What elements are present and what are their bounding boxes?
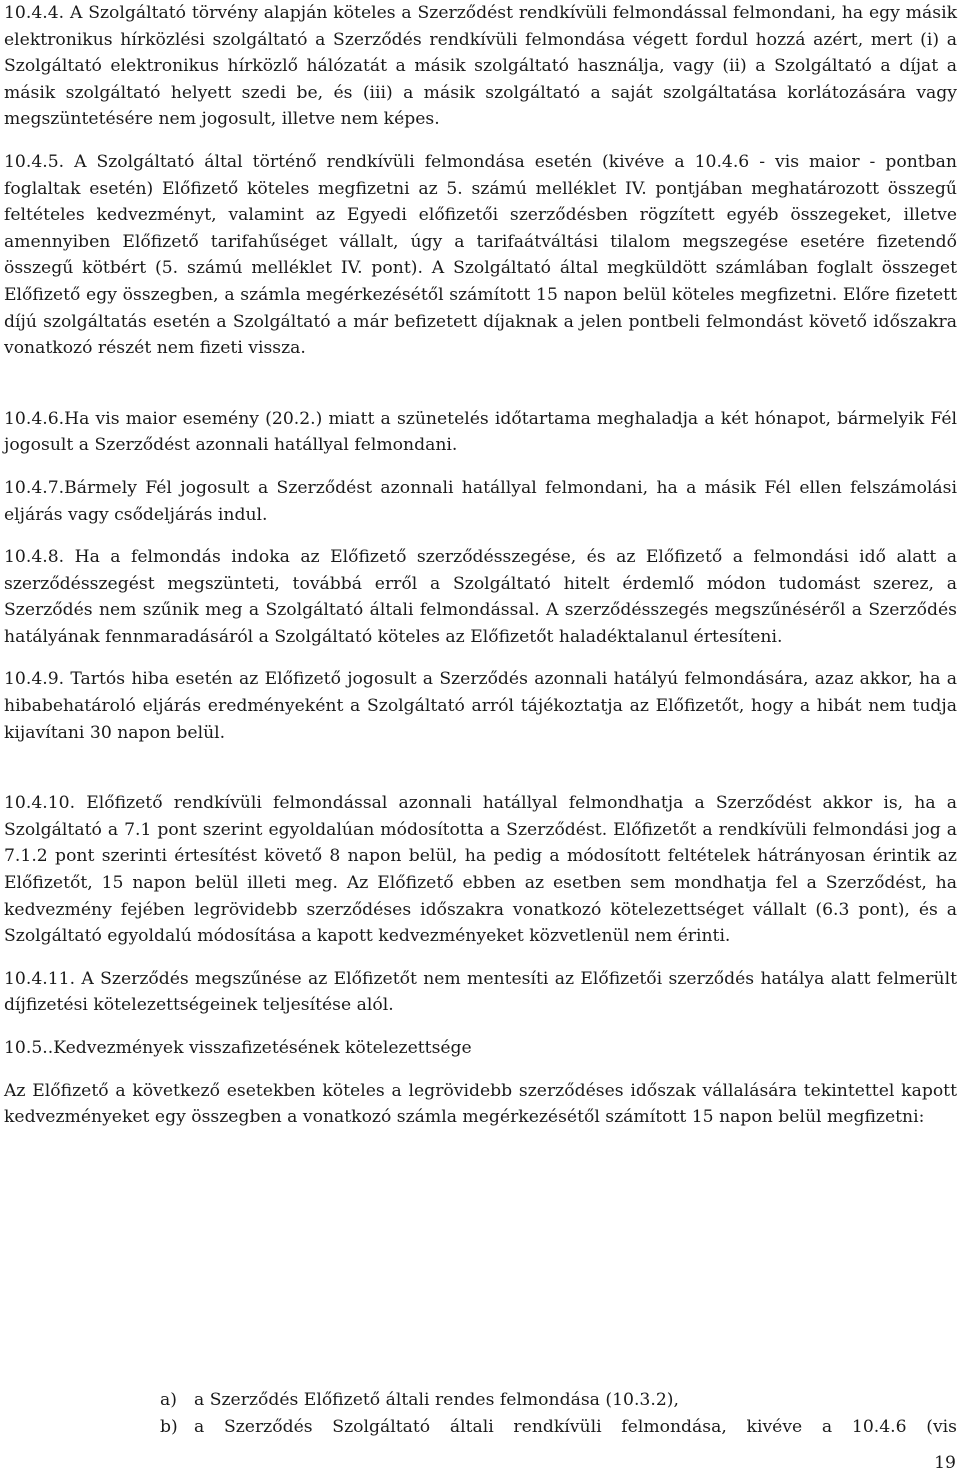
obligation-list bbox=[160, 1387, 957, 1440]
list-marker: b) bbox=[160, 1416, 178, 1437]
paragraph-10-4-6: 10.4.6.Ha vis maior esemény (20.2.) miatt a szünetelés időtartama meghaladja a két hónapot, bármelyik Fél jogosult a Szerződést azonnali hatállyal felmondani. bbox=[4, 408, 957, 456]
section-heading-10-5: 10.5..Kedvezmények visszafizetésének kötelezettsége bbox=[4, 1038, 472, 1058]
paragraph-10-4-10: 10.4.10. Előfizető rendkívüli felmondással azonnali hatállyal felmondhatja a Szerződést akkor is, ha a Szolgáltató a 7.1 pont szerint egyoldalúan módosította a Szerződést. Előfizetőt a rendkívüli felmondási jog a 7.1.2 pont szerinti értesítést követő 8 napon belül, ha pedig a módosított feltételek hátrányosan érintik az Előfizetőt, 15 napon belül illeti meg. Az Előfizető ebben az esetben sem mondhatja fel a Szerződést, ha kedvezmény fejében legrövidebb szerződéses időszakra vonatkozó kötelezettséget vállalt (6.3 pont), és a Szolgáltató egyoldalú módosítása a kapott kedvezményeket közvetlenül nem érinti. bbox=[4, 793, 957, 947]
paragraph-10-4-4: 10.4.4. A Szolgáltató törvény alapján köteles a Szerződést rendkívüli felmondással felmondani, ha egy másik elektronikus hírközlési szolgáltató a Szerződés rendkívüli felmondása végett fordul hozzá azért, mert (i) a Szolgáltató elektronikus hírközlő hálózatát a másik szolgáltató használja, vagy (ii) a Szolgáltató a díjat a másik szolgáltató helyett szedi be, és (iii) a másik szolgáltató a saját szolgáltatása korlátozására vagy megszüntetésére nem jogosult, illetve nem képes. bbox=[4, 3, 957, 130]
spacer bbox=[4, 950, 957, 966]
list-item-text: a Szerződés Szolgáltató általi rendkívüli felmondása, kivéve a 10.4.6 (vis bbox=[194, 1416, 957, 1437]
spacer bbox=[4, 1019, 957, 1035]
list-item bbox=[160, 1414, 957, 1441]
spacer bbox=[4, 650, 957, 666]
paragraph-10-4-11: 10.4.11. A Szerződés megszűnése az Előfizetőt nem mentesíti az Előfizetői szerződés hatálya alatt felmerült díjfizetési kötelezettségeinek teljesítése alól. bbox=[4, 968, 957, 1016]
paragraph-10-5-intro: Az Előfizető a következő esetekben köteles a legrövidebb szerződéses időszak vállalására tekintettel kapott kedvezményeket egy összegben a vonatkozó számla megérkezésétől számított 15 napon belül megfizetni: bbox=[4, 1080, 957, 1128]
spacer bbox=[4, 1062, 957, 1078]
spacer bbox=[4, 459, 957, 475]
spacer bbox=[4, 746, 957, 790]
paragraph-10-4-7: 10.4.7.Bármely Fél jogosult a Szerződést azonnali hatállyal felmondani, ha a másik Fél ellen felszámolási eljárás vagy csődeljárás indul. bbox=[4, 477, 957, 525]
list-item bbox=[160, 1387, 957, 1414]
list-marker: a) bbox=[160, 1390, 177, 1410]
spacer bbox=[4, 133, 957, 149]
document-page bbox=[4, 0, 957, 1131]
paragraph-10-4-9: 10.4.9. Tartós hiba esetén az Előfizető jogosult a Szerződés azonnali hatályú felmondására, azaz akkor, ha a hibabehatároló eljárás eredményeként a Szolgáltató arról tájékoztatja az Előfizetőt, hogy a hibát nem tudja kijavítani 30 napon belül. bbox=[4, 669, 957, 743]
spacer bbox=[4, 362, 957, 406]
spacer bbox=[4, 528, 957, 544]
list-item-text: a Szerződés Előfizető általi rendes felmondása (10.3.2), bbox=[194, 1390, 679, 1410]
page-number: 19 bbox=[934, 1453, 956, 1473]
paragraph-10-4-5: 10.4.5. A Szolgáltató által történő rendkívüli felmondása esetén (kivéve a 10.4.6 - vis maior - pontban foglaltak esetén) Előfizető köteles megfizetni az 5. számú melléklet IV. pontjában meghatározott összegű feltételes kedvezményt, valamint az Egyedi előfizetői szerződésben rögzített egyéb összegeket, illetve amennyiben Előfizető tarifahűséget vállalt, úgy a tarifaátváltási tilalom megszegése esetére fizetendő összegű kötbért (5. számú melléklet IV. pont). A Szolgáltató által megküldött számlában foglalt összeget Előfizető egy összegben, a számla megérkezésétől számított 15 napon belül köteles megfizetni. Előre fizetett díjú szolgáltatás esetén a Szolgáltató a már befizetett díjaknak a jelen pontbeli felmondást követő időszakra vonatkozó részét nem fizeti vissza. bbox=[4, 151, 957, 359]
paragraph-10-4-8: 10.4.8. Ha a felmondás indoka az Előfizető szerződésszegése, és az Előfizető a felmondási idő alatt a szerződésszegést megszünteti, továbbá erről a Szolgáltató hitelt érdemlő módon tudomást szerez, a Szerződés nem szűnik meg a Szolgáltató általi felmondással. A szerződésszegés megszűnéséről a Szerződés hatályának fennmaradásáról a Szolgáltató köteles az Előfizetőt haladéktalanul értesíteni. bbox=[4, 547, 957, 647]
